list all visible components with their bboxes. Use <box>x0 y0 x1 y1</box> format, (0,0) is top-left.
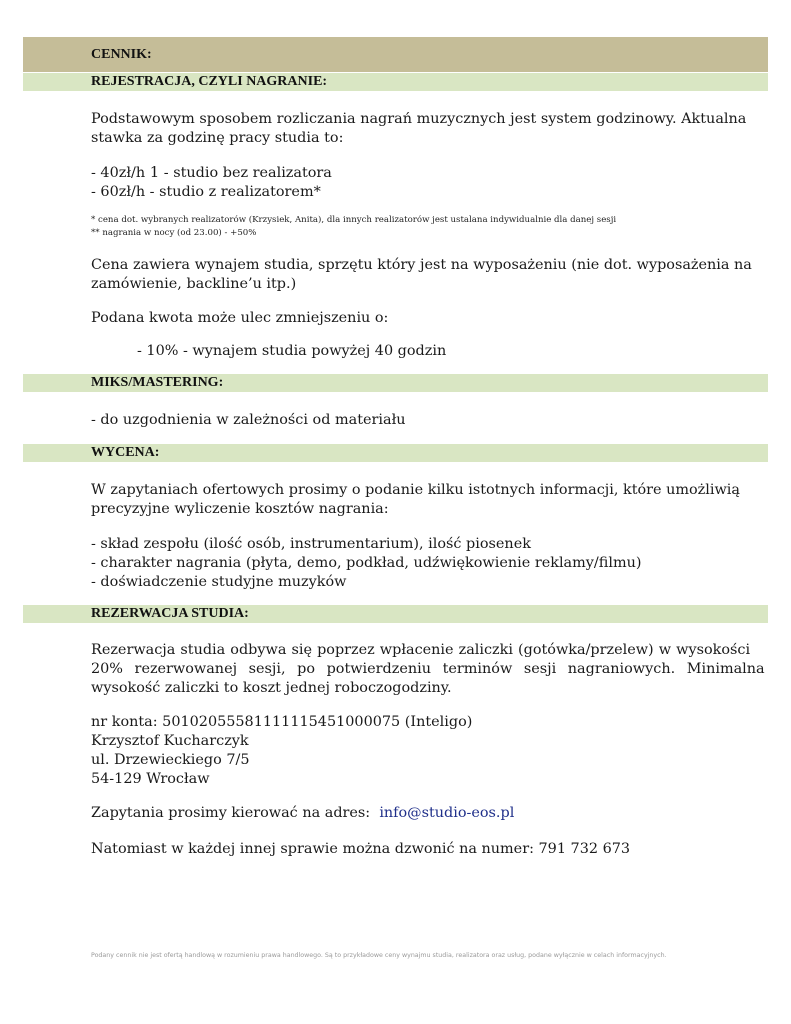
reservation-heading-label: REZERWACJA STUDIA: <box>91 606 249 621</box>
footer-disclaimer: Podany cennik nie jest ofertą handlową w rozumieniu prawa handlowego. Są to przykładowe ceny wynajmu studia, realizatora oraz usług, podane wyłącznie w celach informacyjnych. <box>91 952 667 959</box>
discount-item <box>137 342 746 361</box>
phone-text: Natomiast w każdej innej sprawie można dzwonić na numer: 791 732 673 <box>91 841 631 857</box>
recording-intro-line-1: Podstawowym sposobem rozliczania nagrań muzycznych jest system godzinowy. Aktualna <box>91 111 747 127</box>
footnote-marker: 1 <box>149 163 160 181</box>
bank-account-number: nr konta: 50102055581111115451000075 (Inteligo) <box>91 714 473 730</box>
email-link[interactable]: info@studio-eos.pl <box>379 805 515 821</box>
footnote-engineer: * cena dot. wybranych realizatorów (Krzysiek, Anita), dla innych realizatorów jest ustalana indywidualnie dla danej sesji <box>91 215 617 225</box>
rate-item-1-suffix: - studio bez realizatora <box>159 165 332 181</box>
mixing-text <box>91 411 700 430</box>
inquiry-text <box>91 804 700 823</box>
recording-intro-line-2: stawka za godzinę pracy studia to: <box>91 130 344 146</box>
quote-list <box>91 535 700 592</box>
inquiry-line <box>91 804 700 823</box>
page-title: CENNIK: <box>91 47 152 62</box>
recording-intro <box>91 110 747 148</box>
rate-list <box>91 163 700 202</box>
list-item: - charakter nagrania (płyta, demo, podkład, udźwiękowienie reklamy/filmu) <box>91 555 642 571</box>
reservation-text <box>91 641 765 698</box>
price-includes <box>91 256 752 294</box>
list-item: - skład zespołu (ilość osób, instrumentarium), ilość piosenek <box>91 536 531 552</box>
discount-item-text: - 10% - wynajem studia powyżej 40 godzin <box>137 343 447 359</box>
inquiry-prefix: Zapytania prosimy kierować na adres: <box>91 805 380 821</box>
rate-item-without-engineer <box>91 163 700 183</box>
reservation-text-line-3: wysokość zaliczki to koszt jednej roboczogodziny. <box>91 680 452 696</box>
phone-line <box>91 840 700 859</box>
list-item: - doświadczenie studyjne muzyków <box>91 574 347 590</box>
discount-intro-text: Podana kwota może ulec zmniejszeniu o: <box>91 310 389 326</box>
rate-item-1-prefix: - 40zł/h <box>91 165 150 181</box>
section-heading-reservation <box>23 605 768 623</box>
reservation-text-line-1: Rezerwacja studia odbywa się poprzez wpłacenie zaliczki (gotówka/przelew) w wysokości <box>91 642 751 658</box>
recording-heading-label: REJESTRACJA, CZYLI NAGRANIE: <box>91 74 328 89</box>
rate-item-with-engineer: - 60zł/h - studio z realizatorem* <box>91 184 321 200</box>
quote-intro-line-2: precyzyjne wyliczenie kosztów nagrania: <box>91 501 389 517</box>
mixing-text-line: - do uzgodnienia w zależności od materiału <box>91 412 406 428</box>
account-holder-name: Krzysztof Kucharczyk <box>91 733 249 749</box>
section-heading-quote <box>23 444 768 462</box>
reservation-text-line-2: 20% rezerwowanej sesji, po potwierdzeniu terminów sesji nagraniowych. Minimalna <box>91 661 765 677</box>
footnote-night: ** nagrania w nocy (od 23.00) - +50% <box>91 228 257 238</box>
price-list-header-bar <box>23 37 768 72</box>
section-heading-recording <box>23 73 768 91</box>
mixing-heading-label: MIKS/MASTERING: <box>91 375 224 390</box>
bank-details <box>91 713 700 789</box>
quote-intro <box>91 481 740 519</box>
price-includes-line-2: zamówienie, backline’u itp.) <box>91 276 297 292</box>
quote-intro-line-1: W zapytaniach ofertowych prosimy o podanie kilku istotnych informacji, które umożliwią <box>91 482 740 498</box>
city-address: 54-129 Wrocław <box>91 771 210 787</box>
street-address: ul. Drzewieckiego 7/5 <box>91 752 250 768</box>
quote-heading-label: WYCENA: <box>91 445 160 460</box>
section-heading-mixing <box>23 374 768 392</box>
discount-intro <box>91 309 700 328</box>
price-includes-line-1: Cena zawiera wynajem studia, sprzętu który jest na wyposażeniu (nie dot. wyposażenia na <box>91 257 752 273</box>
